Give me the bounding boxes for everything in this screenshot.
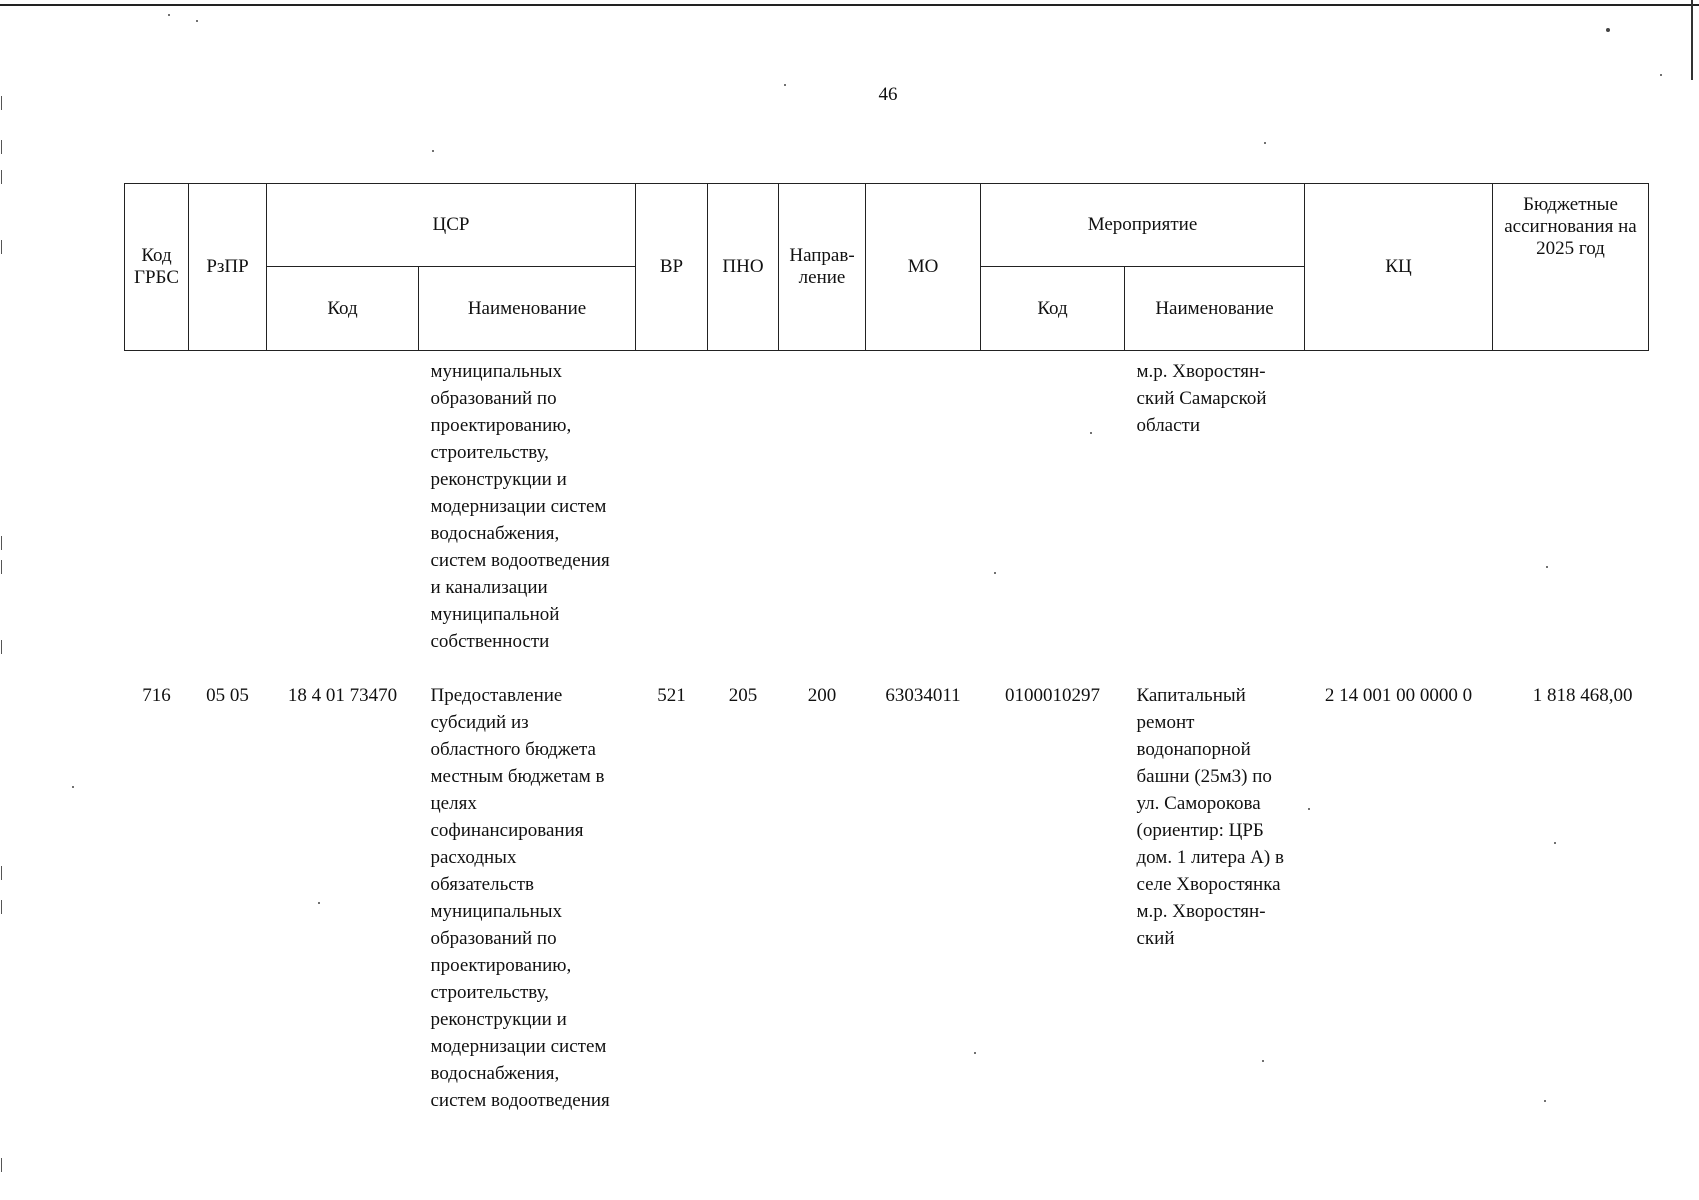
header-mo: МО xyxy=(866,184,981,351)
cell-kc: 2 14 001 00 0000 0 xyxy=(1324,685,1473,706)
scan-edge-mark xyxy=(1,140,2,154)
table-row xyxy=(125,351,1649,666)
scan-edge-mark xyxy=(1,536,2,550)
scan-speck xyxy=(1264,142,1266,144)
header-meropr-name: Наименование xyxy=(1125,267,1305,351)
right-edge-mark xyxy=(1691,0,1693,80)
header-kc: КЦ xyxy=(1305,184,1493,351)
budget-table xyxy=(124,183,1649,1114)
cell-mo xyxy=(866,351,981,666)
scan-edge-mark xyxy=(1,1158,2,1172)
cell-napravlenie: 200 xyxy=(807,685,837,706)
scan-speck xyxy=(168,14,170,16)
cell-csr-kod: 18 4 01 73470 xyxy=(287,685,398,706)
cell-napravlenie xyxy=(779,351,866,666)
cell-pno: 205 xyxy=(728,685,758,706)
scan-speck xyxy=(72,786,74,788)
top-border-line xyxy=(0,4,1699,6)
header-vr: ВР xyxy=(636,184,708,351)
cell-budget xyxy=(1493,351,1649,666)
cell-csr-kod xyxy=(267,351,419,666)
scan-edge-mark xyxy=(1,866,2,880)
scan-edge-mark xyxy=(1,240,2,254)
page-number: 46 xyxy=(878,84,898,105)
header-pno: ПНО xyxy=(708,184,779,351)
cell-meropr-name: Капитальный ремонт водонапорной башни (25м3) по ул. Саморокова (ориентир: ЦРБ дом. 1 литера А) в селе Хворостянка м.р. Хворостян- ский xyxy=(1136,685,1284,949)
table-row xyxy=(125,665,1649,1114)
scan-edge-mark xyxy=(1,170,2,184)
cell-mo: 63034011 xyxy=(885,685,961,706)
header-csr-name: Наименование xyxy=(419,267,636,351)
header-csr: ЦСР xyxy=(267,184,636,267)
scan-edge-mark xyxy=(1,560,2,574)
cell-vr: 521 xyxy=(657,685,686,706)
header-csr-kod: Код xyxy=(267,267,419,351)
cell-kc xyxy=(1305,351,1493,666)
cell-kod-grbs xyxy=(125,351,189,666)
scan-speck xyxy=(1606,28,1610,32)
cell-vr xyxy=(636,351,708,666)
header-kod-grbs: Код ГРБС xyxy=(125,184,189,351)
cell-csr-name: Предоставление субсидий из областного бюджета местным бюджетам в целях софинансирования расходных обязательств муниципальных образований по проектированию, строительству, реконструкции и модернизации систем водоснабжения, систем водоотведения xyxy=(430,685,610,1111)
cell-meropr-kod: 0100010297 xyxy=(1005,685,1100,706)
scan-edge-mark xyxy=(1,640,2,654)
header-napravlenie: Направ-ление xyxy=(779,184,866,351)
cell-csr-name: муниципальных образований по проектированию, строительству, реконструкции и модернизации систем водоснабжения, систем водоотведения и канализации муниципальной собственности xyxy=(430,361,610,652)
cell-kod-grbs: 716 xyxy=(142,685,171,706)
header-budget: Бюджетные ассигнования на 2025 год xyxy=(1493,184,1649,351)
cell-meropr-name: м.р. Хворостян- ский Самарской области xyxy=(1136,361,1267,436)
cell-budget: 1 818 468,00 xyxy=(1532,685,1633,706)
scan-speck xyxy=(432,150,434,152)
scan-speck xyxy=(196,20,198,22)
cell-pno xyxy=(708,351,779,666)
scan-speck xyxy=(1660,74,1662,76)
cell-rzpr: 05 05 xyxy=(206,685,249,706)
cell-rzpr xyxy=(189,351,267,666)
header-meropriyatie: Мероприятие xyxy=(981,184,1305,267)
cell-meropr-kod xyxy=(981,351,1125,666)
header-meropr-kod: Код xyxy=(981,267,1125,351)
scan-edge-mark xyxy=(1,900,2,914)
header-rzpr: РзПР xyxy=(189,184,267,351)
